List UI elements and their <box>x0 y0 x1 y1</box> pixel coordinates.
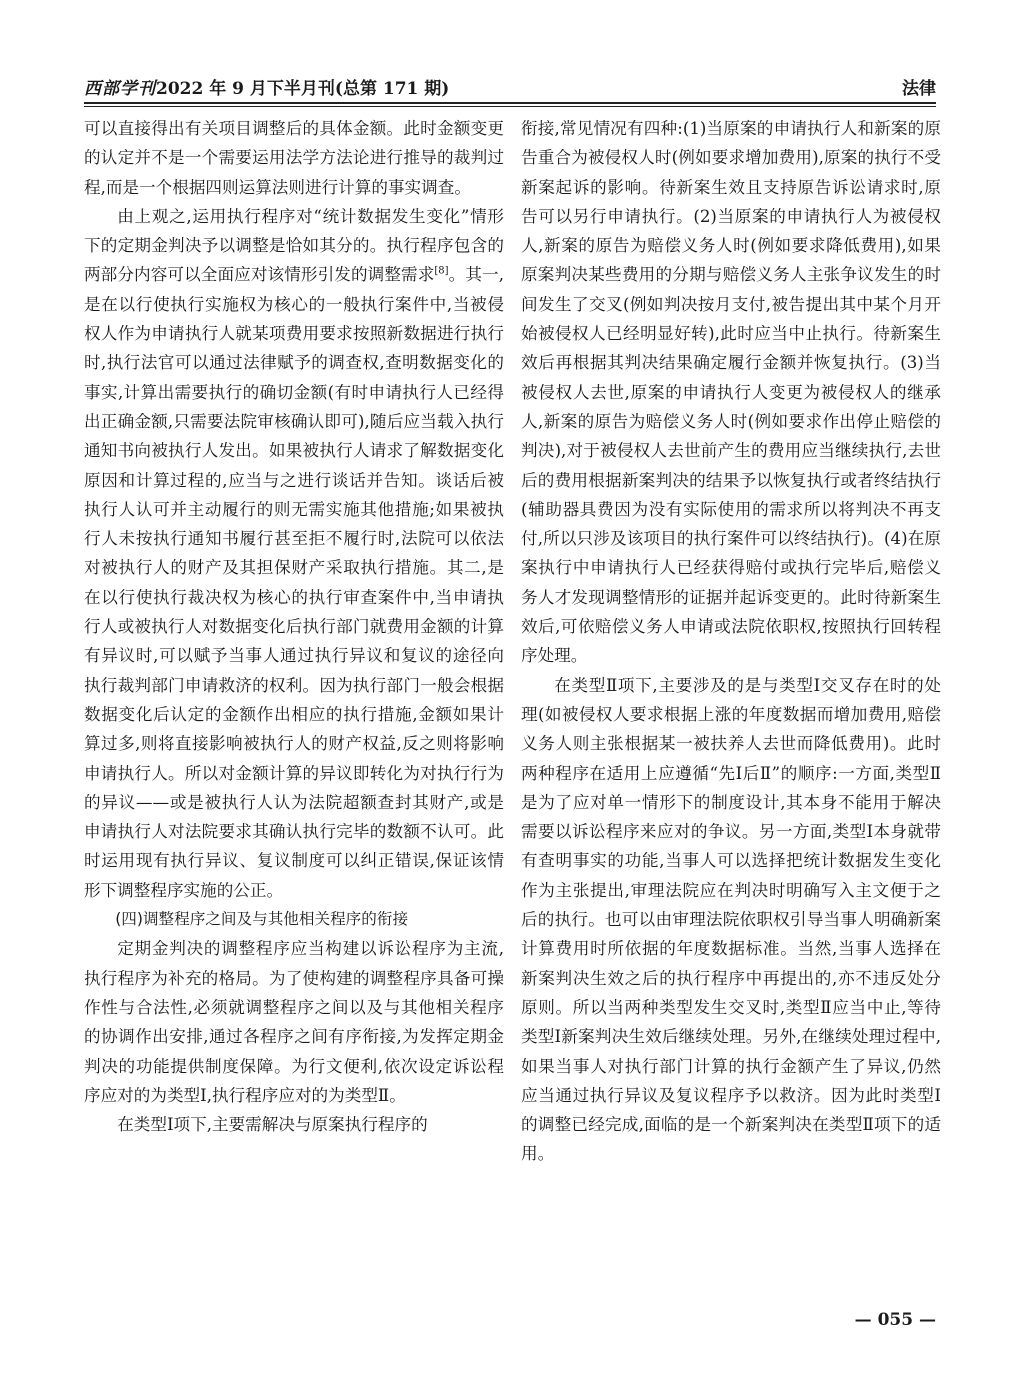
left-column <box>84 114 504 1294</box>
section-name: 法律 <box>902 79 936 99</box>
journal-name: 西部学刊 <box>84 79 156 99</box>
paragraph-text-continued: 。其一,是在以行使执行实施权为核心的一般执行案件中,当被侵权人作为申请执行人就某项费用要求按照新数据进行执行时,执行法官可以通过法律赋予的调查权,查明数据变化的事实,计算出需要执行的确切金额(有时申请执行人已经得出正确金额,只需要法院审核确认即可),随后应当载入执行通知书向被执行人发出。如果被执行人请求了解数据变化原因和计算过程的,应当与之进行谈话并告知。谈话后被执行人认可并主动履行的则无需实施其他措施;如果被执行人未按执行通知书履行甚至拒不履行时,法院可以依法对被执行人的财产及其担保财产采取执行措施。其二,是在以行使执行裁决权为核心的执行审查案件中,当申请执行人或被执行人对数据变化后执行部门就费用金额的计算有异议时,可以赋予当事人通过执行异议和复议的途径向执行裁判部门申请救济的权利。因为执行部门一般会根据数据变化后认定的金额作出相应的执行措施,金额如果计算过多,则将直接影响被执行人的财产权益,反之则将影响申请执行人。所以对金额计算的异议即转化为对执行行为的异议——或是被执行人认为法院超额查封其财产,或是申请执行人对法院要求其确认执行完毕的数额不认可。此时运用现有执行异议、复议制度可以纠正错误,保证该情形下调整程序实施的公正。 <box>84 265 504 900</box>
journal-info <box>84 74 449 99</box>
issue-info: 2022 年 9 月下半月刊(总第 171 期) <box>156 79 450 99</box>
paragraph-text: 由上观之,运用执行程序对“统计数据发生变化”情形下的定期金判决予以调整是恰如其分的。执行程序包含的两部分内容可以全面应对该情形引发的调整需求 <box>84 206 504 285</box>
paragraph: 在类型Ⅱ项下,主要涉及的是与类型Ⅰ交叉存在时的处理(如被侵权人要求根据上涨的年度数据而增加费用,赔偿义务人则主张根据某一被扶养人去世而降低费用)。此时两种程序在适用上应遵循“先Ⅰ后Ⅱ”的顺序:一方面,类型Ⅱ是为了应对单一情形下的制度设计,其本身不能用于解决需要以诉讼程序来应对的争议。另一方面,类型Ⅰ本身就带有查明事实的功能,当事人可以选择把统计数据发生变化作为主张提出,审理法院应在判决时明确写入主文便于之后的执行。也可以由审理法院依职权引导当事人明确新案计算费用时所依据的年度数据标准。当然,当事人选择在新案判决生效之后的执行程序中再提出的,亦不违反处分原则。所以当两种类型发生交叉时,类型Ⅱ应当中止,等待类型Ⅰ新案判决生效后继续处理。另外,在继续处理过程中,如果当事人对执行部门计算的执行金额产生了异议,仍然应当通过执行异议及复议程序予以救济。因为此时类型Ⅰ的调整已经完成,面临的是一个新案判决在类型Ⅱ项下的适用。 <box>521 675 941 1164</box>
right-column <box>521 114 941 1294</box>
running-header <box>84 70 936 102</box>
paragraph: 定期金判决的调整程序应当构建以诉讼程序为主流,执行程序为补充的格局。为了使构建的调整程序具备可操作性与合法性,必须就调整程序之间以及与其他相关程序的协调作出安排,通过各程序之间有序衔接,为发挥定期金判决的功能提供制度保障。为行文便利,依次设定诉讼程序应对的为类型Ⅰ,执行程序应对的为类型Ⅱ。 <box>84 939 504 1105</box>
header-rule-thin <box>84 106 936 107</box>
header-rule-thick <box>84 102 936 104</box>
page-number: — 055 — <box>854 1310 936 1330</box>
paragraph: 可以直接得出有关项目调整后的具体金额。此时金额变更的认定并不是一个需要运用法学方法论进行推导的裁判过程,而是一个根据四则运算法则进行计算的事实调查。 <box>84 119 504 197</box>
paragraph <box>84 202 504 905</box>
paragraph: 在类型Ⅰ项下,主要需解决与原案执行程序的 <box>117 1115 428 1135</box>
paragraph: 衔接,常见情况有四种:(1)当原案的申请执行人和新案的原告重合为被侵权人时(例如要求增加费用),原案的执行不受新案起诉的影响。待新案生效且支持原告诉讼请求时,原告可以另行申请执行。(2)当原案的申请执行人为被侵权人,新案的原告为赔偿义务人时(例如要求降低费用),如果原案判决某些费用的分期与赔偿义务人主张争议发生的时间发生了交叉(例如判决按月支付,被告提出其中某个月开始被侵权人已经明显好转),此时应当中止执行。待新案生效后再根据其判决结果确定履行金额并恢复执行。(3)当被侵权人去世,原案的申请执行人变更为被侵权人的继承人,新案的原告为赔偿义务人时(例如要求作出停止赔偿的判决),对于被侵权人去世前产生的费用应当继续执行,去世后的费用根据新案判决的结果予以恢复执行或者终结执行(辅助器具费因为没有实际使用的需求所以将判决不再支付,所以只涉及该项目的执行案件可以终结执行)。(4)在原案执行中申请执行人已经获得赔付或执行完毕后,赔偿义务人才发现调整情形的证据并起诉变更的。此时待新案生效后,可依赔偿义务人申请或法院依职权,按照执行回转程序处理。 <box>521 119 941 666</box>
section-subheading: (四)调整程序之间及与其他相关程序的衔接 <box>115 910 409 929</box>
citation-ref: [8] <box>434 265 449 277</box>
